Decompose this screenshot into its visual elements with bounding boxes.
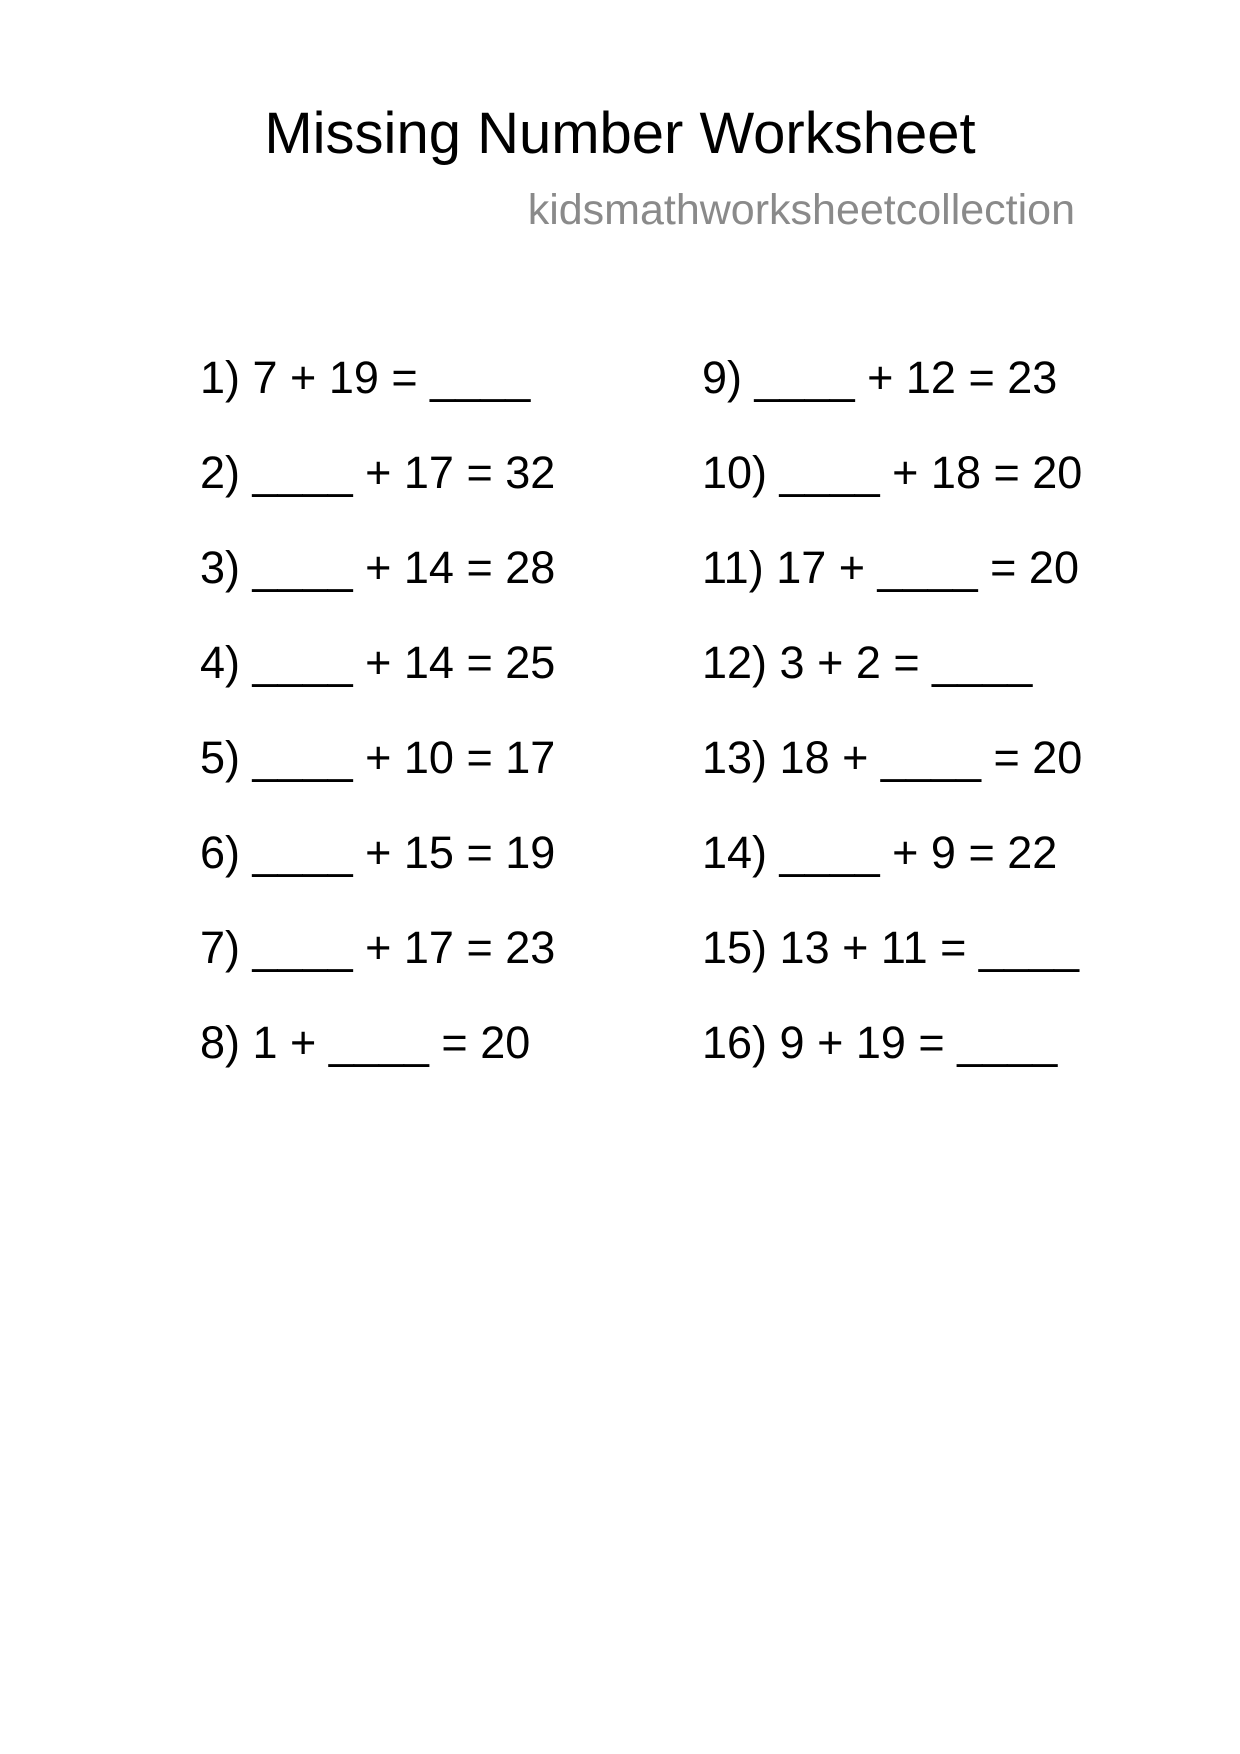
problem-13: 13) 18 + ____ = 20	[702, 732, 1083, 783]
problem-7: 7) ____ + 17 = 23	[200, 922, 556, 973]
worksheet-title: Missing Number Worksheet	[264, 101, 976, 166]
problem-3: 3) ____ + 14 = 28	[200, 542, 556, 593]
problem-16: 16) 9 + 19 = ____	[702, 1017, 1058, 1068]
problem-10: 10) ____ + 18 = 20	[702, 447, 1083, 498]
problem-9: 9) ____ + 12 = 23	[702, 352, 1058, 403]
problem-11: 11) 17 + ____ = 20	[702, 542, 1079, 593]
problem-15: 15) 13 + 11 = ____	[702, 922, 1079, 973]
problem-1: 1) 7 + 19 = ____	[200, 352, 531, 403]
worksheet-subtitle: kidsmathworksheetcollection	[527, 186, 1075, 234]
problem-8: 8) 1 + ____ = 20	[200, 1017, 531, 1068]
problem-14: 14) ____ + 9 = 22	[702, 827, 1058, 878]
problem-4: 4) ____ + 14 = 25	[200, 637, 556, 688]
problems-column-left	[200, 350, 555, 1110]
problems-column-right	[702, 350, 1082, 1110]
problem-6: 6) ____ + 15 = 19	[200, 827, 556, 878]
problem-2: 2) ____ + 17 = 32	[200, 447, 556, 498]
problem-12: 12) 3 + 2 = ____	[702, 637, 1033, 688]
problem-5: 5) ____ + 10 = 17	[200, 732, 556, 783]
